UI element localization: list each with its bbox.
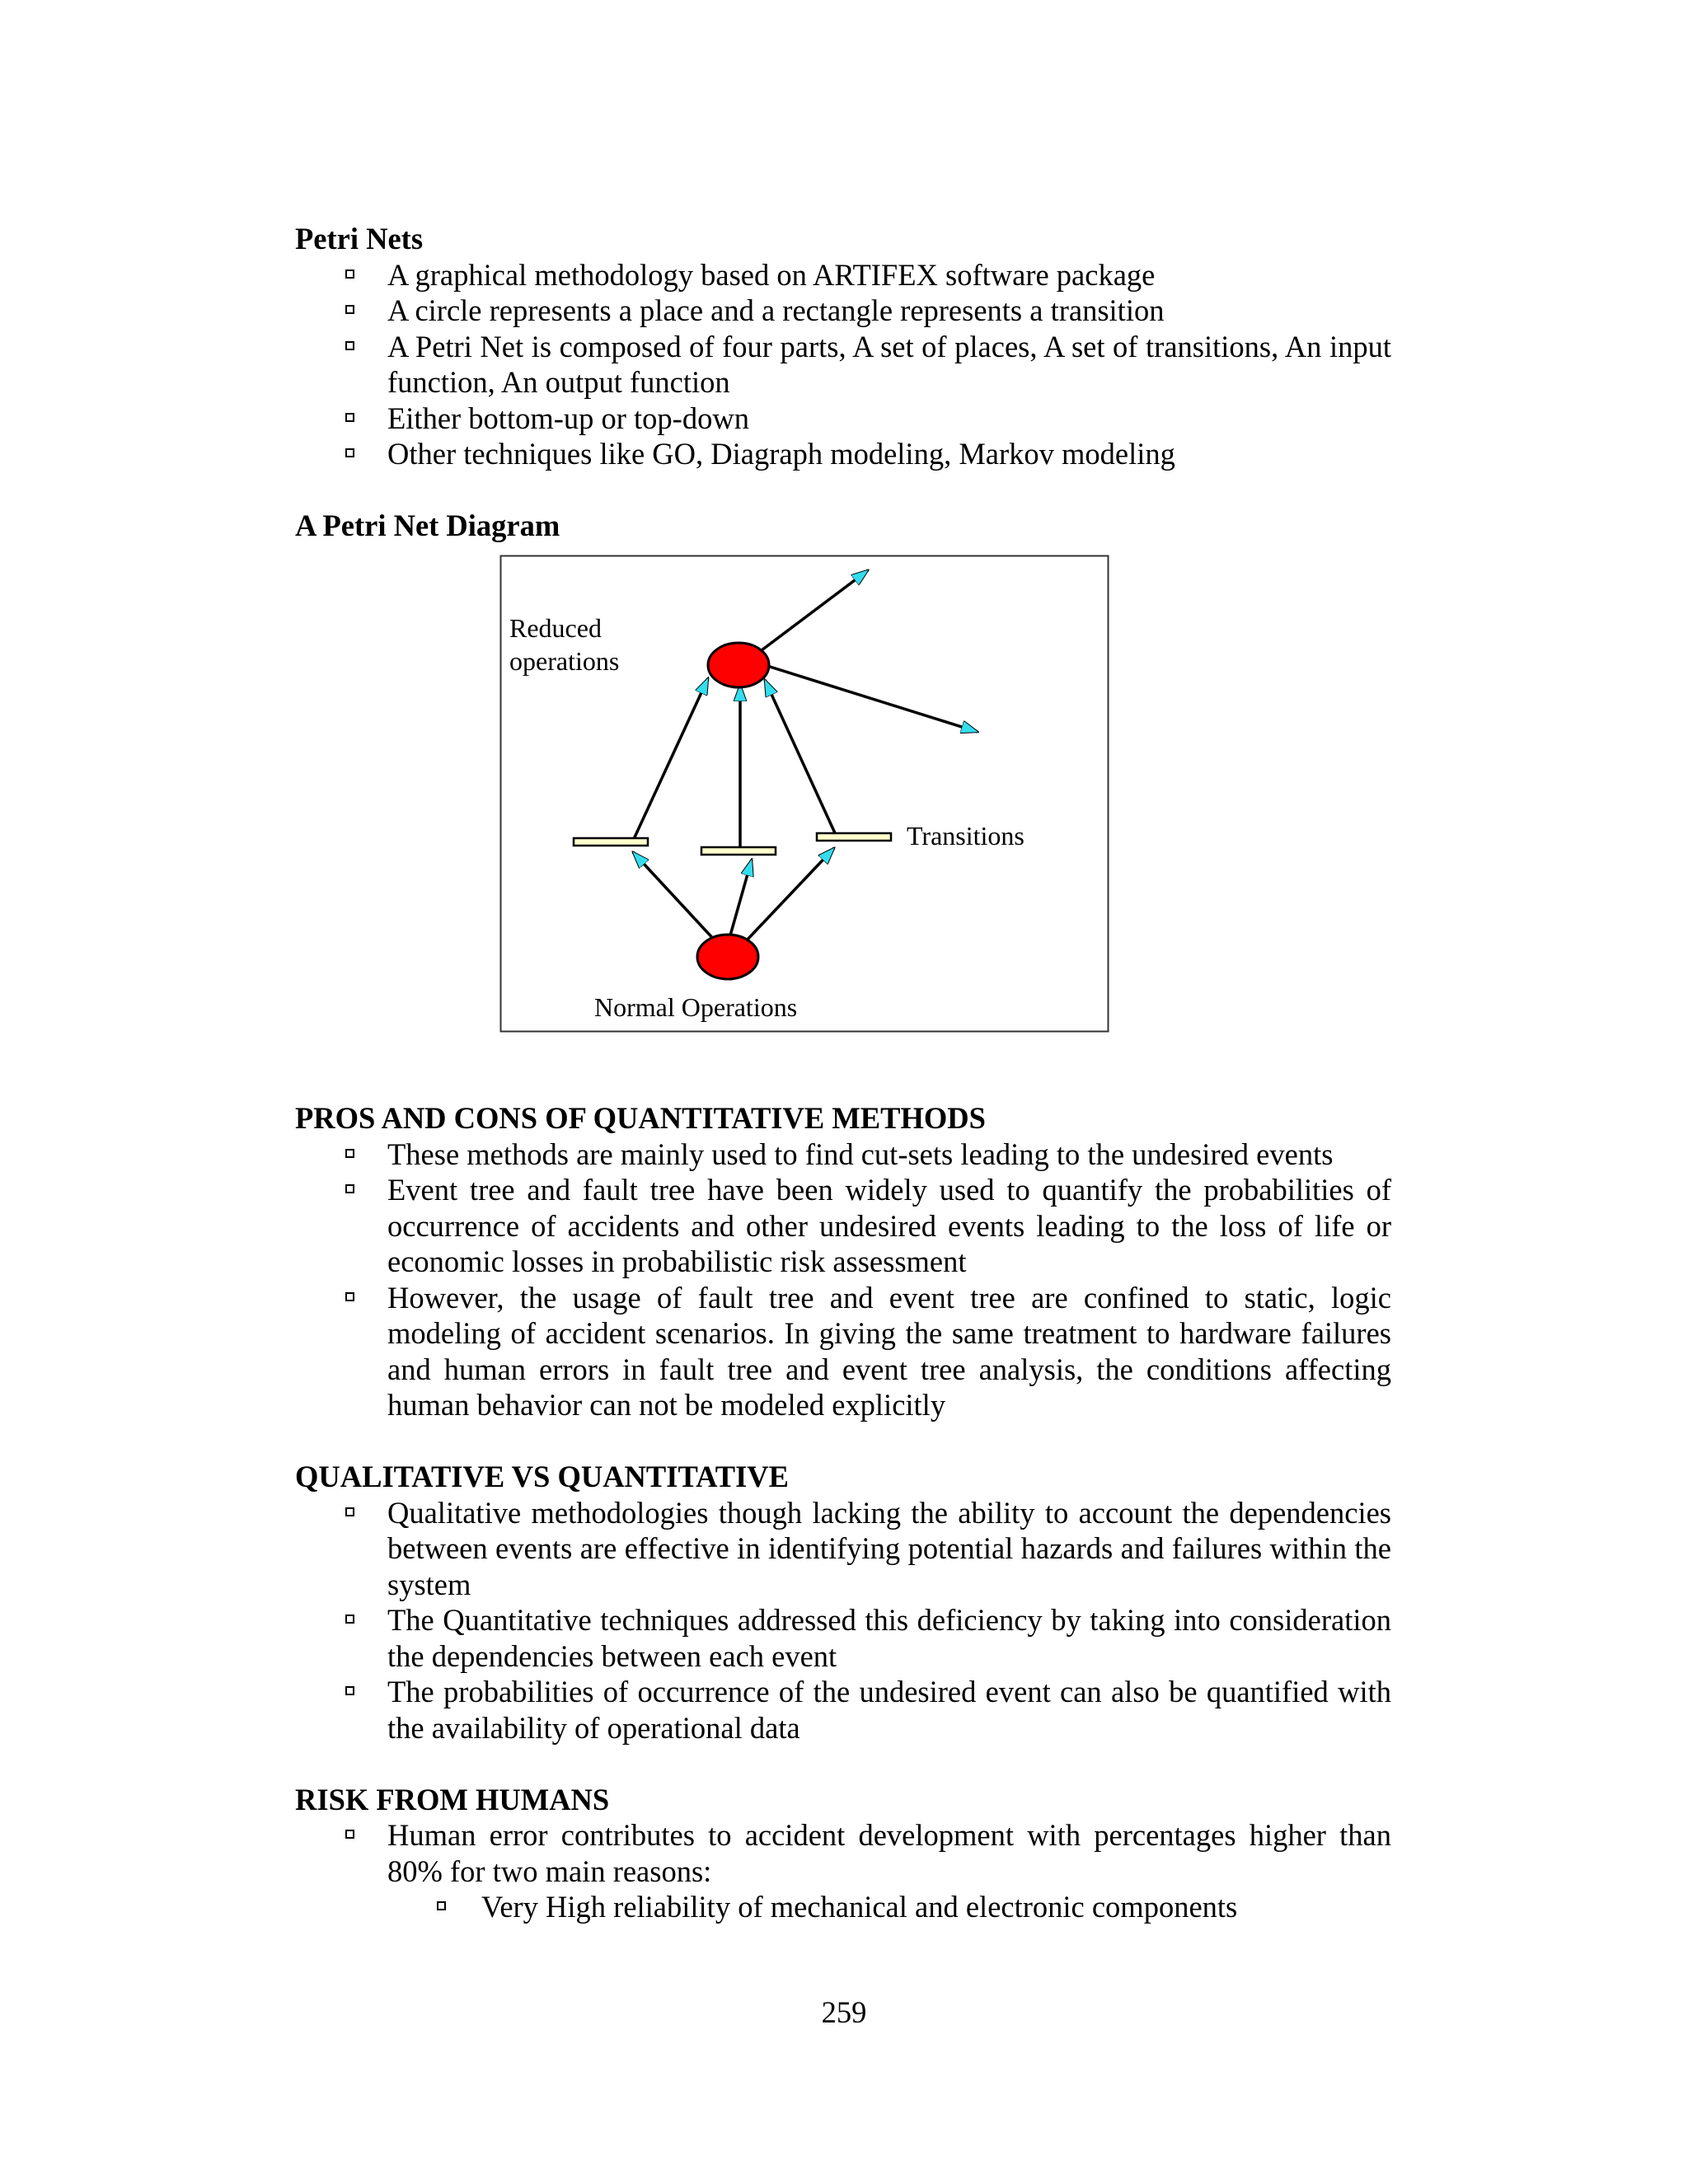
transition-left: [574, 838, 648, 846]
transition-right: [817, 833, 891, 841]
bullet-list-petri-nets: [295, 257, 1391, 472]
square-bullet-icon: [345, 1830, 354, 1839]
list-item: Other techniques like GO, Diagraph modeling, Markov modeling: [295, 436, 1391, 472]
section-heading-risk-from-humans: RISK FROM HUMANS: [295, 1782, 610, 1816]
list-item: Event tree and fault tree have been widely used to quantify the probabilities of occurrence of accidents and other undesired events leading to the loss of life or economic losses in probabilistic risk assessment: [295, 1172, 1391, 1280]
list-item: The probabilities of occurrence of the undesired event can also be quantified with the availability of operational data: [295, 1674, 1391, 1746]
list-item: A Petri Net is composed of four parts, A set of places, A set of transitions, An input function, An output function: [295, 329, 1391, 401]
place-reduced-operations: [708, 643, 769, 687]
square-bullet-icon: [345, 1184, 354, 1193]
section-heading-petri-nets: Petri Nets: [295, 222, 424, 255]
bullet-list-qualitative-vs-quantitative: [295, 1495, 1391, 1746]
list-item: The Quantitative techniques addressed this deficiency by taking into consideration the dependencies between each event: [295, 1602, 1391, 1674]
section-heading-pros-cons: PROS AND CONS OF QUANTITATIVE METHODS: [295, 1101, 986, 1135]
petri-net-diagram: [499, 555, 1109, 1033]
bullet-list-risk-from-humans: [295, 1817, 1391, 1889]
square-bullet-icon: [345, 1292, 354, 1301]
square-bullet-icon: [345, 1615, 354, 1624]
list-item: A graphical methodology based on ARTIFEX software package: [295, 257, 1391, 293]
sub-bullet-list-risk-from-humans: [295, 1889, 1391, 1925]
label-transitions: Transitions: [907, 821, 1025, 851]
square-bullet-icon: [345, 305, 354, 314]
square-bullet-icon: [345, 1507, 354, 1516]
square-bullet-icon: [345, 269, 354, 279]
label-reduced-line2: operations: [509, 646, 620, 676]
section-heading-qualitative-vs-quantitative: QUALITATIVE VS QUANTITATIVE: [295, 1460, 790, 1493]
list-item: These methods are mainly used to find cut-sets leading to the undesired events: [295, 1137, 1391, 1173]
list-item: Either bottom-up or top-down: [295, 401, 1391, 437]
page-number: 259: [821, 1995, 867, 2029]
square-bullet-icon: [345, 341, 354, 350]
list-item: Human error contributes to accident development with percentages higher than 80% for two main reasons:: [295, 1817, 1391, 1889]
petri-net-svg: [499, 555, 1109, 1033]
square-bullet-icon: [345, 448, 354, 457]
list-item: A circle represents a place and a rectangle represents a transition: [295, 293, 1391, 329]
square-bullet-icon: [437, 1901, 446, 1910]
list-item: Very High reliability of mechanical and electronic components: [295, 1889, 1391, 1925]
bullet-list-pros-cons: [295, 1137, 1391, 1423]
place-normal-operations: [697, 935, 758, 979]
label-reduced-line1: Reduced: [509, 613, 602, 643]
square-bullet-icon: [345, 1686, 354, 1695]
list-item: However, the usage of fault tree and event tree are confined to static, logic modeling of accident scenarios. In giving the same treatment to hardware failures and human errors in fault tree and event tree analysis, the conditions affecting human behavior can not be modeled explicitly: [295, 1280, 1391, 1423]
transition-middle: [701, 847, 776, 855]
label-normal-operations: Normal Operations: [594, 992, 798, 1022]
page-content: [295, 221, 1391, 1925]
section-heading-petri-net-diagram: A Petri Net Diagram: [295, 508, 560, 542]
square-bullet-icon: [345, 413, 354, 422]
list-item: Qualitative methodologies though lacking the ability to account the dependencies between events are effective in identifying potential hazards and failures within the system: [295, 1495, 1391, 1603]
square-bullet-icon: [345, 1149, 354, 1158]
